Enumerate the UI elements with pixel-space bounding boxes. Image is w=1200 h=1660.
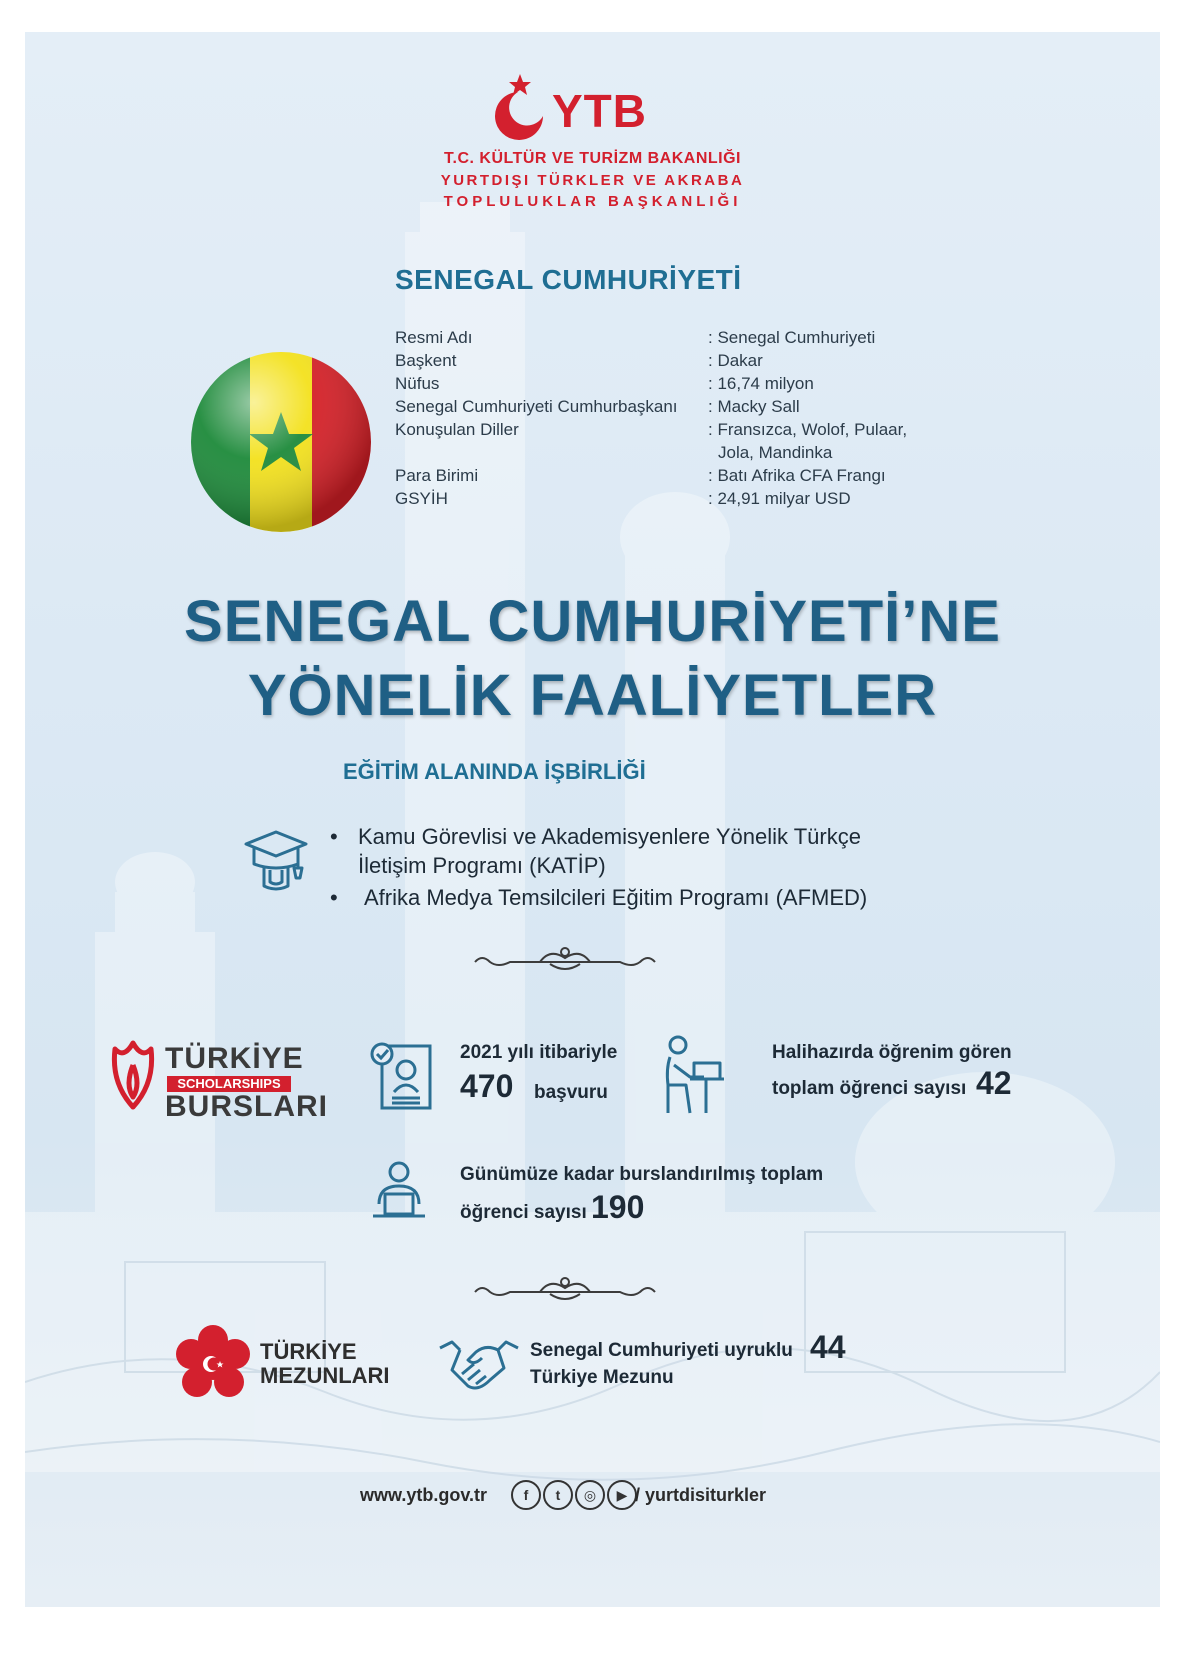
ministry-line-2: YURTDIŞI TÜRKLER VE AKRABA (440, 172, 745, 189)
stat-applications-unit: başvuru (534, 1082, 608, 1103)
website-link[interactable]: www.ytb.gov.tr (360, 1485, 488, 1505)
student-at-desk-icon (660, 1035, 726, 1117)
mezunlari-logo (260, 1340, 390, 1388)
country-title: SENEGAL CUMHURİYETİ (395, 264, 742, 295)
info-value: : Senegal Cumhuriyeti (708, 328, 876, 347)
instagram-icon[interactable]: ◎ (575, 1480, 605, 1510)
info-label: GSYİH (395, 489, 448, 508)
bullet-dot: • (330, 885, 338, 910)
twitter-icon[interactable]: t (543, 1480, 573, 1510)
ministry-line-1: T.C. KÜLTÜR VE TURİZM BAKANLIĞI (444, 150, 741, 167)
poster (25, 32, 1160, 1607)
info-value: : Macky Sall (708, 397, 800, 416)
handshake-icon (438, 1334, 520, 1394)
info-value: Jola, Mandinka (718, 443, 833, 462)
info-label: Senegal Cumhuriyeti Cumhurbaşkanı (395, 397, 678, 416)
mezunlari-logo-line-1: TÜRKİYE (260, 1339, 357, 1364)
alumni-number: 44 (810, 1329, 846, 1365)
stat-total-scholars-line-1: Günümüze kadar burslandırılmış toplam (460, 1164, 824, 1185)
alumni-text-line-2: Türkiye Mezunu (530, 1367, 674, 1388)
info-label: Resmi Adı (395, 328, 473, 347)
application-document-icon (370, 1042, 434, 1112)
info-value: : Fransızca, Wolof, Pulaar, (708, 420, 908, 439)
youtube-icon[interactable]: ▶ (607, 1480, 637, 1510)
stat-total-scholars-number: 190 (591, 1189, 645, 1225)
country-info-values (708, 326, 968, 510)
bullet-1-line-1: Kamu Görevlisi ve Akademisyenlere Yönelik Türkçe (358, 824, 861, 849)
stat-current-students-number: 42 (976, 1065, 1012, 1101)
info-label: Para Birimi (395, 466, 479, 485)
turkiye-mezunlari-flower-icon (173, 1324, 253, 1404)
stat-current-students-line-2: toplam öğrenci sayısı (772, 1078, 967, 1099)
info-value: : 16,74 milyon (708, 374, 814, 393)
education-bullet-1 (358, 822, 861, 880)
graduation-cap-icon (240, 824, 312, 896)
ytb-logo-text: YTB (552, 85, 647, 137)
info-value: : Batı Afrika CFA Frangı (708, 466, 886, 485)
main-title (25, 585, 1160, 733)
ministry-line-3: TOPLULUKLAR BAŞKANLIĞI (443, 193, 742, 210)
bullet-1-line-2: İletişim Programı (KATİP) (358, 853, 606, 878)
stat-current-students-line-1: Halihazırda öğrenim gören (772, 1042, 1012, 1063)
burslari-logo-line-2: SCHOLARSHIPS (167, 1076, 291, 1092)
info-value: : 24,91 milyar USD (708, 489, 851, 508)
ministry-name (375, 150, 810, 210)
mezunlari-logo-line-2: MEZUNLARI (260, 1363, 390, 1388)
ornament-divider (470, 940, 660, 976)
info-label: Konuşulan Diller (395, 420, 519, 439)
education-bullet-2: Afrika Medya Temsilcileri Eğitim Programı (AFMED) (364, 885, 868, 910)
info-label (395, 441, 725, 464)
education-section-title: EĞİTİM ALANINDA İŞBİRLİĞİ (343, 759, 646, 784)
senegal-flag-icon (189, 350, 373, 534)
burslari-logo-line-3: BURSLARI (165, 1090, 328, 1123)
info-label: Başkent (395, 351, 457, 370)
social-handle[interactable]: / yurtdisiturkler (635, 1485, 767, 1505)
social-icons (511, 1480, 639, 1510)
main-title-line-1: SENEGAL CUMHURİYETİ’NE (184, 589, 1001, 654)
alumni-text-line-1: Senegal Cumhuriyeti uyruklu (530, 1340, 793, 1361)
burslari-logo-line-1: TÜRKİYE (165, 1042, 304, 1075)
stat-total-scholars-line-2: öğrenci sayısı (460, 1202, 587, 1223)
main-title-line-2: YÖNELİK FAALİYETLER (247, 663, 938, 728)
stat-applications-label: 2021 yılı itibariyle (460, 1042, 618, 1063)
ornament-divider (470, 1270, 660, 1306)
info-label: Nüfus (395, 374, 440, 393)
reading-student-icon (365, 1160, 433, 1224)
facebook-icon[interactable]: f (511, 1480, 541, 1510)
ytb-crescent-star-icon (483, 72, 553, 142)
bullet-dot: • (330, 824, 338, 849)
info-value: : Dakar (708, 351, 763, 370)
stat-applications-number: 470 (460, 1068, 514, 1104)
country-info-labels (395, 326, 725, 510)
turkiye-burslari-tulip-icon (107, 1035, 159, 1113)
